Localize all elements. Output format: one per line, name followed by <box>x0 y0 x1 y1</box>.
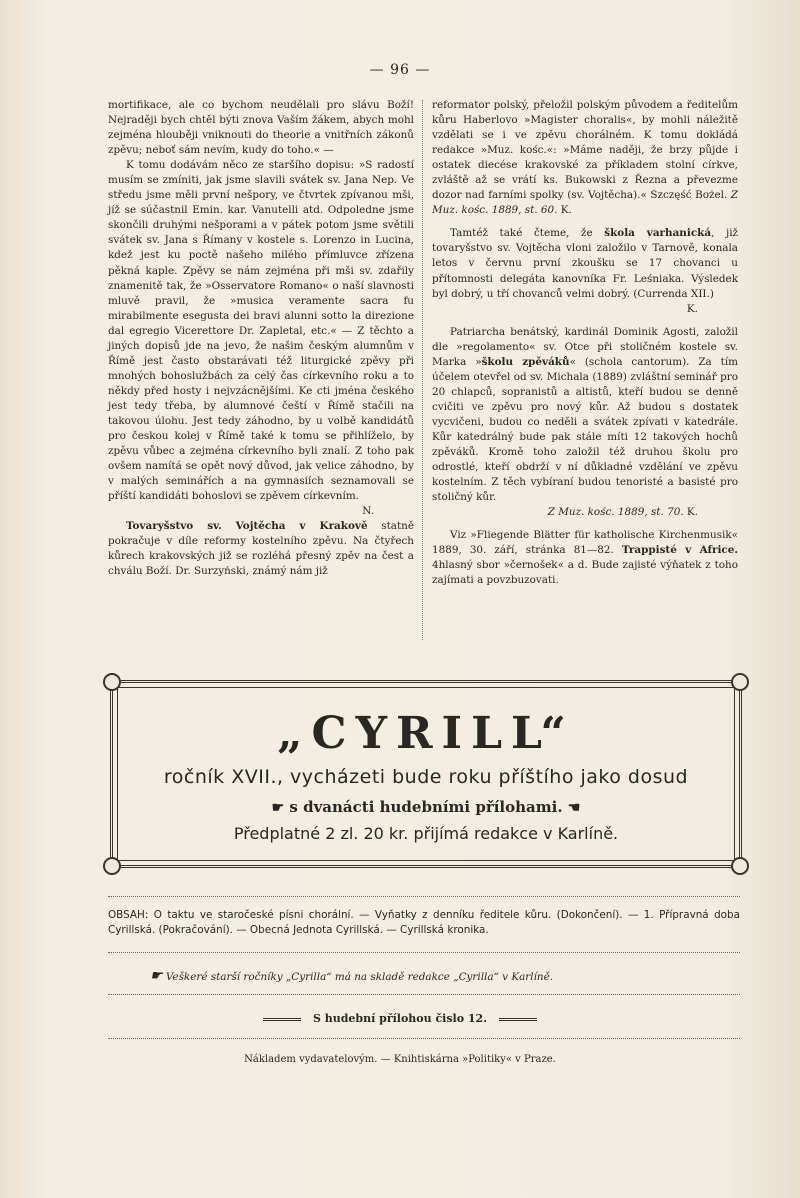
advert-line-3: Předplatné 2 zl. 20 kr. přijímá redakce v Karlíně. <box>233 824 619 843</box>
skola-zpevaku: školu zpěváků <box>481 355 570 368</box>
right-paragraph-4-pre: Viz »Fliegende Blätter für katholische Kirchenmusik« 1889, 30. září, stránka 81—82. <box>432 529 738 557</box>
divider-top <box>108 896 740 897</box>
double-rule-left <box>263 1018 301 1021</box>
divider-middle <box>108 952 740 953</box>
double-rule-right <box>499 1018 537 1021</box>
right-paragraph-3 <box>432 325 738 506</box>
advert-line-1: ročník XVII., vycházeti bude roku příštího jako dosud <box>163 766 689 788</box>
pointing-hand-icon: ☛ <box>271 800 285 816</box>
right-paragraph-4-post: 4hlasný sbor »černošek« a d. Bude zajisté výňatek z toho zajímati a povzbuzovati. <box>432 559 738 587</box>
music-supplement-line <box>0 1012 800 1025</box>
left-paragraph-tovarystvo <box>108 519 414 579</box>
tovarystvo-heading: Tovaryšstvo sv. Vojtěcha v Krakově <box>126 520 368 533</box>
left-paragraph-1: mortifikace, ale co bychom neudělali pro slávu Boží! Nejraději bych chtěl býti znova Vaším žákem, abych mohl zejména hlouběji vniknouti do theorie a vnitřních zákonů zpěvu; neboť sám nevím, kudy do toho.« — <box>108 99 414 157</box>
trappiste-heading: Trappisté v Africe. <box>621 544 738 557</box>
cyrill-advert-box <box>110 680 742 868</box>
right-paragraph-3-post: « (schola cantorum). Za tím účelem otevřel od sv. Michala (1889) zvláštní seminář pro 20 chlapců, sopranistů a altistů, kteří budou se denně cvičiti ve zpěvu pro nový kůr. Až budou s dostatek vycvičeni, budou co neděli a svátek zpívati v katedrále. Kůr katedrálný bude pak stále míti 12 takových hochů zpěváků. Kromě toho založil též druhou školu pro odrostlé, kteří obdrží v ní důkladné vzdělání ve zpěvu kostelním. Z těch vybíraní budou tenoristé a basisté pro stoličný kůr. <box>432 355 739 504</box>
back-issues-note <box>150 968 750 984</box>
advert-title: „CYRILL“ <box>277 708 575 759</box>
right-paragraph-1 <box>432 98 738 218</box>
right-column <box>432 98 738 588</box>
back-issues-note-text: Veškeré starší ročníky „Cyrilla“ má na skladě redakce „Cyrilla“ v Karlíně. <box>165 971 554 983</box>
left-paragraph-2: K tomu dodávám něco ze staršího dopisu: »S radostí musím se zmíniti, jak jsme slavili svátek sv. Jana Nep. Ve středu jsme měli první nešpory, ve čtvrtek zpívanou mši, jíž se súčastnil Emin. kar. Vanutelli atd. Odpoledne jsme skončili druhými nešporami a v pátek potom jsme světili svátek sv. Jana s Římany v kostele s. Lorenzo in Lucina, kdež jest ku poctě našeho milého přímluvce zřízena pěkná kaple. Zpěvy se nám zejména při mši sv. zdařily znamenitě tak, že »Osservatore Romano« o naší slavnosti mluvě pravil, že »musica veramente sacra fu mirabilmente esegusta dei bravi alunni sotto la direzione dal egregio Vicerettore Dr. Zapletal, etc.« — Z těchto a jiných dopisů jde na jevo, že našim českým alumnům v Římě jest často obstarávati též liturgické zpěvy při mnohých bohoslužbách za celý čas církevního roku a to někdy před hosty i nejvzácnějšími. Ke cti jména českého jest tedy třeba, by alumnové čeští v Římě stačili na takovou úlohu. Jest tedy záhodno, by u volbě kandidátů pro českou kolej v Římě také k tomu se přihlíželo, by zpěvu vůbec a zejména církevního byli znalí. Z toho pak ovšem namítá se opět nový důvod, jak velice záhodno, by v malých seminářích a na gymnasiích seznamovali se příští kandidáti bohoslovi se zpěvem církevním. <box>108 159 414 503</box>
pointing-hand-icon: ☛ <box>150 968 163 984</box>
advert-inner <box>117 687 735 861</box>
imprint: Nákladem vydavatelovým. — Knihtiskárna »Politiky« v Praze. <box>244 1054 556 1065</box>
right-paragraph-4 <box>432 528 738 588</box>
divider-footer <box>108 1038 740 1039</box>
advert-line-2-text: s dvanácti hudebními přílohami. <box>289 798 563 816</box>
right-paragraph-2-pre: Tamtéž také čteme, že <box>450 227 605 240</box>
right-paragraph-3-pre: Patriarcha benátský, kardinál Dominik Agosti, založil dle »regolamento« sv. Otce při stoličném kostele sv. Marka » <box>432 325 738 368</box>
music-supplement-text: S hudební přílohou čislo 12. <box>312 1012 488 1025</box>
right-paragraph-2-signature: K. <box>686 302 698 315</box>
pointing-hand-left-icon: ☚ <box>567 800 581 816</box>
right-paragraph-1-signature: K. <box>560 204 572 217</box>
right-paragraph-1-text: reformator polský, přeložil polským původem a ředitelům kůru Haberlovo »Magister choralis«, by mohli náležitě vzdělati se i ve zpěvu chorálném. K tomu dokládá redakce »Muz. kośc.«: »Máme naději, že brzy půjde i ostatek diecése krakovské za příkladem stolní církve, zvláště až se vrátí ks. Bukowski z Řezna a převezme dozor nad farními spolky (sv. Vojtěcha).« Szczęść Bożel. <box>432 99 738 202</box>
skola-varhanicka: škola varhanická <box>604 227 712 240</box>
page-number: — 96 — <box>369 62 431 78</box>
left-signature: N. <box>362 505 374 518</box>
advert-line-2 <box>118 798 734 816</box>
right-paragraph-1-citation: Z Muz. kośc. 1889, st. 60. <box>432 189 738 217</box>
right-paragraph-3-signature: K. <box>686 506 698 519</box>
right-paragraph-3-citation: Z Muz. kośc. 1889, st. 70. <box>547 506 684 519</box>
right-paragraph-3-cite-line <box>432 505 738 520</box>
left-column <box>108 98 414 580</box>
tovarystvo-text: statně pokračuje v díle reformy kostelního zpěvu. Na čtyřech kůrech krakovských již se rozléhá přesný zpěv na čest a chválu Boží. Dr. Surzyński, známý nám již <box>108 520 414 578</box>
right-paragraph-2 <box>432 226 738 301</box>
right-paragraph-2-post: , již tovaryšstvo sv. Vojtěcha vloni založilo v Tarnově, konala letos v červnu první zkoušku se 17 chovanci u přítomnosti delegáta kanovníka Fr. Leśniaka. Výsledek byl dobrý, u tří chovanců velmi dobrý. (Currenda XII.) <box>432 227 738 300</box>
divider-bottom <box>108 994 740 995</box>
column-divider <box>422 100 423 640</box>
table-of-contents: OBSAH: O taktu ve staročeské písni chorální. — Vyňatky z denníku ředitele kůru. (Dokončení). — 1. Přípravná doba Cyrillská. (Pokračování). — Obecná Jednota Cyrillská. — Cyrillská kronika. <box>108 909 740 936</box>
